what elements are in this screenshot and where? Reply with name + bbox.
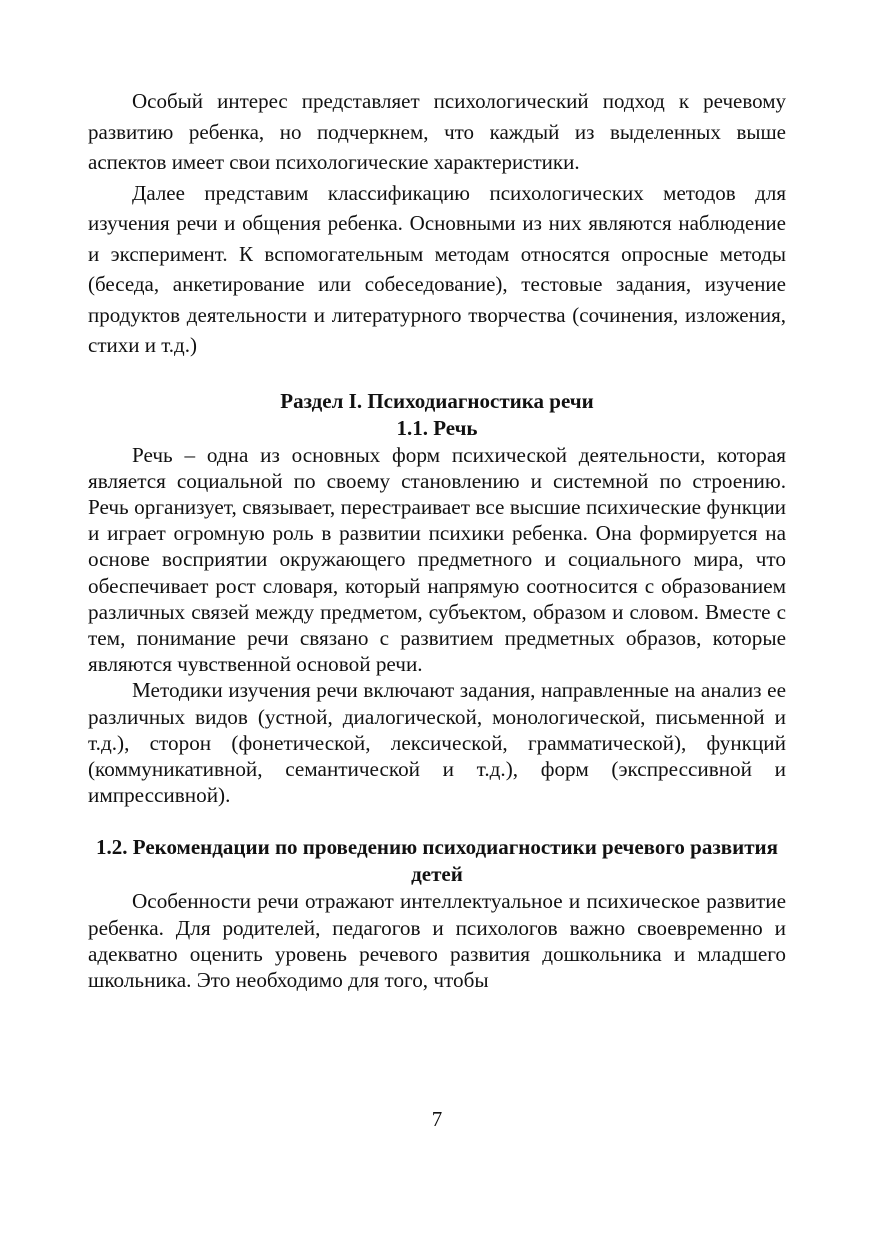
subsection-title-speech: 1.1. Речь	[396, 415, 478, 440]
intro-paragraph-2: Далее представим классификацию психологических методов для изучения речи и общения ребенка. Основными из них являются наблюдение и эксперимент. К вспомогательным методам относятся опросные методы (беседа, анкетирование или собеседование), тестовые задания, изучение продуктов деятельности и литературного творчества (сочинения, изложения, стихи и т.д.)	[88, 180, 786, 357]
speech-paragraph-2: Методики изучения речи включают задания, направленные на анализ ее различных видов (устной, диалогической, монологической, письменной и т.д.), сторон (фонетической, лексической, грамматической), функций (коммуникативной, семантической и т.д.), форм (экспрессивной и импрессивной).	[88, 678, 786, 808]
speech-paragraph-1: Речь – одна из основных форм психической деятельности, которая является социальной по своему становлению и системной по строению. Речь организует, связывает, перестраивает все высшие психические функции и играет огромную роль в развитии психики ребенка. Она формируется на основе восприятии окружающего предметного и социального мира, что обеспечивает рост словаря, который напрямую соотносится с образованием различных связей между предметом, субъектом, образом и словом. Вместе с тем, понимание речи связано с развитием предметных образов, которые являются чувственной основой речи.	[88, 442, 786, 677]
section-title: Раздел I. Психодиагностика речи	[280, 388, 594, 413]
subsection-title-recommendations: 1.2. Рекомендации по проведению психодиагностики речевого развития детей	[96, 835, 778, 887]
recommendations-paragraph: Особенности речи отражают интеллектуальное и психическое развитие ребенка. Для родителей, педагогов и психологов важно своевременно и адекватно оценить уровень речевого развития дошкольника и младшего школьника. Это необходимо для того, чтобы	[88, 889, 786, 992]
page-number: 7	[431, 1107, 443, 1131]
intro-paragraph-1: Особый интерес представляет психологический подход к речевому развитию ребенка, но подчеркнем, что каждый из выделенных выше аспектов имеет свои психологические характеристики.	[88, 89, 786, 174]
document-page	[88, 86, 786, 993]
